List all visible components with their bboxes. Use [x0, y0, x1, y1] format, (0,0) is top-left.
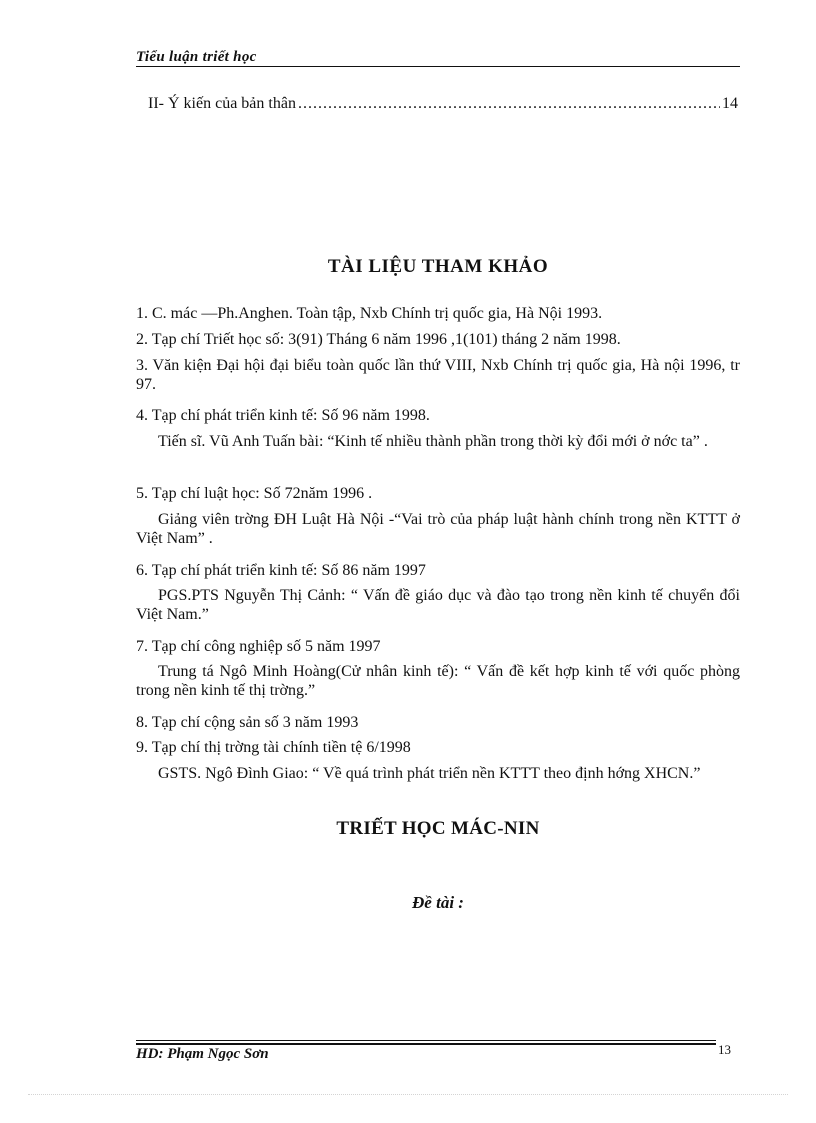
footer-rule	[136, 1040, 716, 1041]
reference-note: Tiến sĩ. Vũ Anh Tuấn bài: “Kinh tế nhiều thành phần trong thời kỳ đổi mới ở nớc ta” .	[158, 433, 708, 450]
reference-item: 6. Tạp chí phát triển kinh tế: Số 86 năm 1997	[136, 562, 426, 579]
reference-note: GSTS. Ngô Đình Giao: “ Về quá trình phát triển nền KTTT theo định hớng XHCN.”	[158, 765, 701, 782]
reference-item: 7. Tạp chí công nghiệp số 5 năm 1997	[136, 638, 381, 655]
reference-item: 1. C. mác —Ph.Anghen. Toàn tập, Nxb Chính trị quốc gia, Hà Nội 1993.	[136, 305, 603, 322]
toc-entry-page: 14	[722, 95, 738, 112]
toc-entry	[148, 95, 738, 113]
reference-item: 2. Tạp chí Triết học số: 3(91) Tháng 6 năm 1996 ,1(101) tháng 2 năm 1998.	[136, 331, 621, 348]
section-title: TRIẾT HỌC MÁC-NIN	[336, 818, 540, 839]
reference-item: 4. Tạp chí phát triển kinh tế: Số 96 năm 1998.	[136, 407, 430, 424]
reference-item: 9. Tạp chí thị trờng tài chính tiền tệ 6/1998	[136, 739, 411, 756]
footer-rule-thick	[136, 1043, 716, 1045]
page-number: 13	[718, 1042, 731, 1057]
reference-item: 5. Tạp chí luật học: Số 72năm 1996 .	[136, 485, 373, 502]
reference-note: Trung tá Ngô Minh Hoàng(Cử nhân kinh tế): “ Vấn đề kết hợp kinh tế với quốc phòng trong nền kinh tế thị trờng.”	[136, 663, 740, 699]
toc-leader-dots	[298, 95, 720, 113]
header-title: Tiểu luận triết học	[136, 49, 257, 65]
footer-author: HD: Phạm Ngọc Sơn	[136, 1046, 269, 1062]
references-title: TÀI LIỆU THAM KHẢO	[327, 256, 549, 277]
reference-note: PGS.PTS Nguyễn Thị Cảnh: “ Vấn đề giáo dục và đào tạo trong nền kinh tế chuyển đổi Việt Nam.”	[136, 587, 740, 623]
reference-item: 3. Văn kiện Đại hội đại biểu toàn quốc lần thứ VIII, Nxb Chính trị quốc gia, Hà nội 1996, tr 97.	[136, 357, 740, 393]
reference-item: 8. Tạp chí cộng sản số 3 năm 1993	[136, 714, 359, 731]
toc-entry-label: II- Ý kiến của bản thân	[148, 95, 296, 112]
page-edge-dots	[28, 1094, 788, 1095]
reference-note: Giảng viên trờng ĐH Luật Hà Nội -“Vai trò của pháp luật hành chính trong nền KTTT ở Việt Nam” .	[136, 511, 740, 547]
header-rule	[136, 66, 740, 67]
subject-label: Đề tài :	[412, 893, 464, 912]
